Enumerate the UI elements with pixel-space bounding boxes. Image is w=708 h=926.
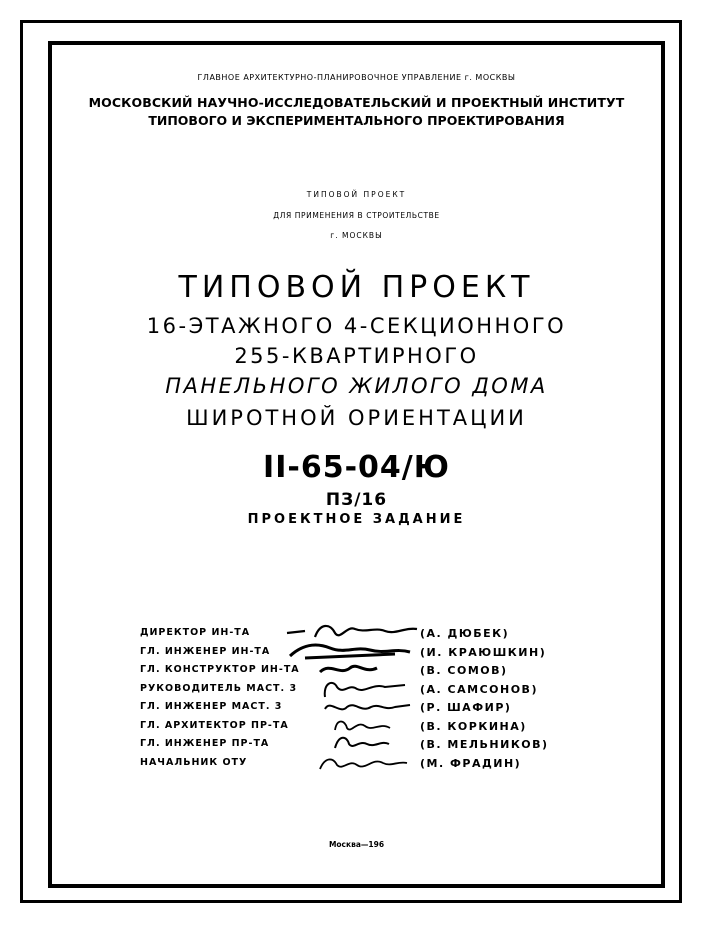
signature-role: ГЛ. ИНЖЕНЕР ИН-ТА xyxy=(140,645,271,657)
title-line-1: 16-ЭТАЖНОГО 4-СЕКЦИОННОГО xyxy=(146,314,567,338)
signature-role: РУКОВОДИТЕЛЬ МАСТ. 3 xyxy=(140,682,298,694)
signature-role: ГЛ. АРХИТЕКТОР ПР-ТА xyxy=(140,719,289,731)
signature-role: ГЛ. КОНСТРУКТОР ИН-ТА xyxy=(140,664,300,675)
signatory-name: (М. ФРАДИН) xyxy=(420,756,522,770)
signatory-name: (В. СОМОВ) xyxy=(420,664,508,677)
signature-role: НАЧАЛЬНИК ОТУ xyxy=(140,756,248,768)
signature-role: ДИРЕКТОР ИН-ТА xyxy=(140,627,251,638)
institute-name: МОСКОВСКИЙ НАУЧНО-ИССЛЕДОВАТЕЛЬСКИЙ И ПРОЕКТНЫЙ ИНСТИТУТ xyxy=(88,95,625,110)
applicability-note-line2: ДЛЯ ПРИМЕНЕНИЯ В СТРОИТЕЛЬСТВЕ xyxy=(273,211,440,220)
ministry-line: ГЛАВНОЕ АРХИТЕКТУРНО-ПЛАНИРОВОЧНОЕ УПРАВЛЕНИЕ г. МОСКВЫ xyxy=(197,73,516,82)
title-line-4: ШИРОТНОЙ ОРИЕНТАЦИИ xyxy=(186,406,527,430)
handwritten-signature xyxy=(285,751,420,775)
signatory-name: (А. ДЮБЕК) xyxy=(420,627,510,640)
signature-role: ГЛ. ИНЖЕНЕР ПР-ТА xyxy=(140,738,270,749)
signatory-name: (В. КОРКИНА) xyxy=(420,719,527,733)
applicability-note-line3: г. МОСКВЫ xyxy=(330,231,383,240)
institute-name-continued: ТИПОВОГО И ЭКСПЕРИМЕНТАЛЬНОГО ПРОЕКТИРОВАНИЯ xyxy=(148,113,565,128)
sheet-code: ПЗ/16 xyxy=(325,490,388,510)
signatory-name: (А. САМСОНОВ) xyxy=(420,682,538,696)
signatory-name: (Р. ШАФИР) xyxy=(420,701,512,714)
applicability-note-line1: ТИПОВОЙ ПРОЕКТ xyxy=(306,190,407,199)
project-code: II-65-04/Ю xyxy=(263,450,450,485)
document-title: ТИПОВОЙ ПРОЕКТ xyxy=(178,270,535,305)
title-line-2: 255-КВАРТИРНОГО xyxy=(234,344,479,368)
signature-block xyxy=(140,627,549,775)
signatory-name: (И. КРАЮШКИН) xyxy=(420,645,547,659)
signatory-name: (В. МЕЛЬНИКОВ) xyxy=(420,738,549,751)
design-stage: ПРОЕКТНОЕ ЗАДАНИЕ xyxy=(247,512,466,527)
place-and-year: Москва—196 xyxy=(328,840,385,849)
signature-row xyxy=(140,757,540,776)
title-line-3: ПАНЕЛЬНОГО ЖИЛОГО ДОМА xyxy=(165,374,548,398)
signature-role: ГЛ. ИНЖЕНЕР МАСТ. 3 xyxy=(140,701,283,712)
